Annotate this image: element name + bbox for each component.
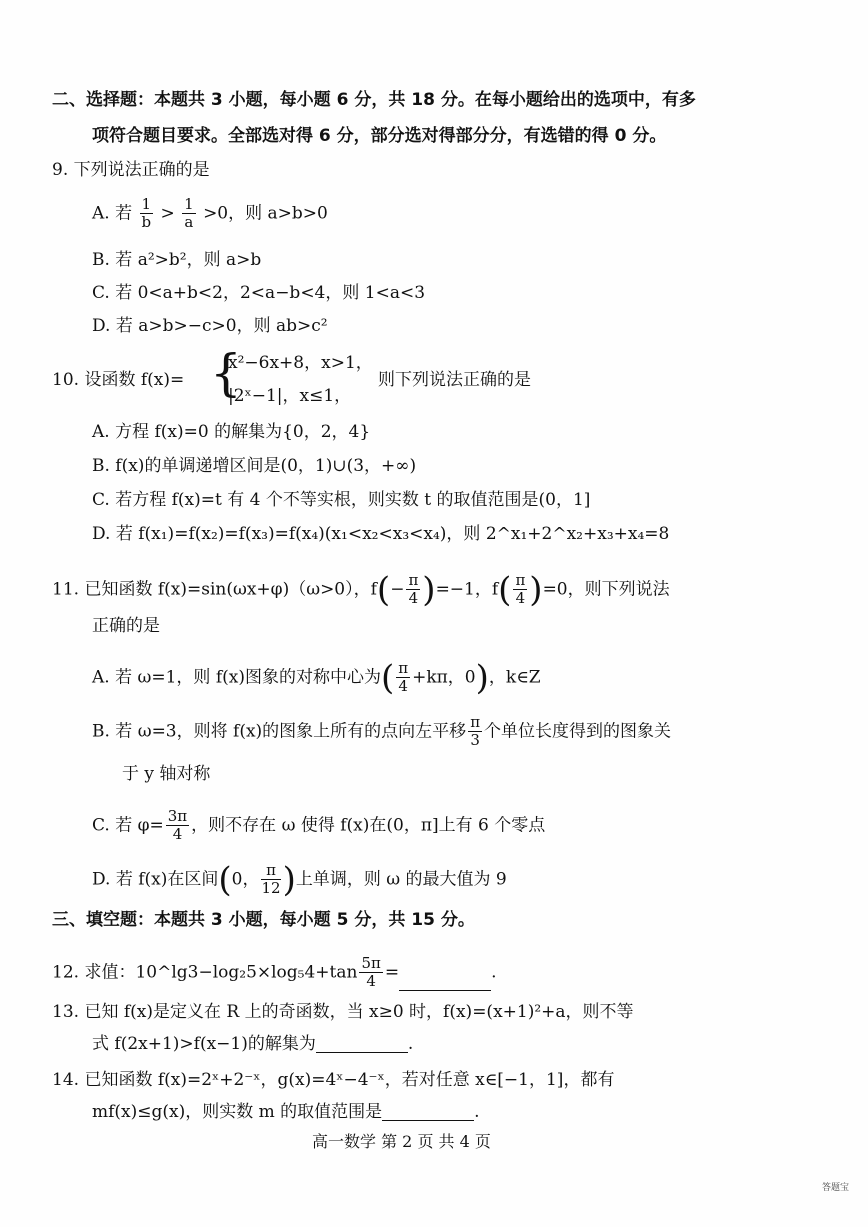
q10-option-b: B. f(x)的单调递增区间是(0，1)∪(3，+∞) — [92, 456, 417, 476]
q14-line1: 14. 已知函数 f(x)=2ˣ+2⁻ˣ，g(x)=4ˣ−4⁻ˣ，若对任意 x∈[−1，1]，都有 — [52, 1070, 615, 1090]
q9-option-b: B. 若 a²>b²，则 a>b — [92, 250, 262, 270]
q9-a-frac2: $\frac{1}{a}$ — [184, 195, 194, 232]
q11-a-suffix: ，k∈Z — [488, 667, 541, 688]
q13-line1: 13. 已知 f(x)是定义在 R 上的奇函数，当 x≥0 时，f(x)=(x+1)²+a，则不等 — [52, 1002, 634, 1022]
q11-option-b — [92, 714, 671, 750]
q13-end: . — [407, 1034, 414, 1054]
q10-prefix: 10. 设函数 f(x)= — [52, 370, 185, 390]
q12-prefix: 12. 求值：10^lg3−log₂5×log₅4+tan — [52, 962, 358, 983]
section2-header-line2: 项符合题目要求。全部选对得 6 分，部分选对得部分分，有选错的得 0 分。 — [92, 126, 667, 146]
q9-stem: 9. 下列说法正确的是 — [52, 160, 210, 180]
q13-line2 — [92, 1036, 413, 1053]
q9-option-c: C. 若 0<a+b<2，2<a−b<4，则 1<a<3 — [92, 283, 426, 303]
q9-option-a — [92, 196, 328, 232]
page-footer: 高一数学 第 2 页 共 4 页 — [312, 1132, 491, 1151]
q11-c-frac: $\frac{3\pi}{4}$ — [167, 807, 188, 844]
q11-option-d: D. 若 f(x)在区间(0， $\frac{\pi}{12}$ )上单调，则 ω 的最大值为 9 — [92, 859, 507, 900]
q11-c-prefix: C. 若 φ= — [92, 815, 164, 836]
q11-f2-frac: $\frac{\pi}{4}$ — [515, 571, 526, 608]
q11-s2: =−1，f — [435, 579, 499, 600]
q11-c-suffix: ，则不存在 ω 使得 f(x)在(0，π]上有 6 个零点 — [191, 815, 546, 836]
q14-line2-text: mf(x)≤g(x)，则实数 m 的取值范围是 — [92, 1102, 383, 1122]
q9-a-gt: > — [160, 203, 175, 224]
q11-a-prefix: A. 若 ω=1，则 f(x)图象的对称中心为 — [92, 667, 381, 688]
q11-d-mid: 0， — [231, 869, 260, 890]
q14-answer-blank[interactable] — [382, 1119, 474, 1121]
q11-s3: =0，则下列说法 — [542, 579, 670, 600]
q11-d-frac: $\frac{\pi}{12}$ — [261, 861, 281, 898]
q10-option-a: A. 方程 f(x)=0 的解集为{0，2，4} — [92, 422, 371, 442]
q10-suffix: 则下列说法正确的是 — [378, 370, 531, 390]
q11-s1: 11. 已知函数 f(x)=sin(ωx+φ)（ω>0），f — [52, 579, 377, 600]
section2-header-line1: 二、选择题：本题共 3 小题，每小题 6 分，共 18 分。在每小题给出的选项中，有多 — [52, 90, 696, 110]
q12-end: . — [491, 962, 497, 983]
q10-option-d: D. 若 f(x₁)=f(x₂)=f(x₃)=f(x₄)(x₁<x₂<x₃<x₄)，则 2^x₁+2^x₂+x₃+x₄=8 — [92, 524, 670, 544]
q11-option-c — [92, 808, 545, 844]
q12-frac: $\frac{5\pi}{4}$ — [361, 954, 381, 991]
q9-a-suffix: >0，则 a>b>0 — [203, 203, 328, 224]
q11-option-a: A. 若 ω=1，则 f(x)图象的对称中心为( $\frac{\pi}{4}$ +kπ，0)，k∈Z — [92, 657, 541, 698]
q11-b-frac: $\frac{\pi}{3}$ — [470, 713, 481, 750]
q11-option-b-line2: 于 y 轴对称 — [122, 764, 211, 784]
watermark-stamp: 答题宝 — [822, 1183, 850, 1193]
q12-suffix: = — [384, 962, 400, 983]
q11-a-frac: $\frac{\pi}{4}$ — [398, 659, 409, 696]
q11-f1-frac: $\frac{\pi}{4}$ — [408, 571, 419, 608]
q13-line2-text: 式 f(2x+1)>f(x−1)的解集为 — [92, 1034, 316, 1054]
q12 — [52, 955, 497, 991]
q11-a-mid: +kπ，0 — [412, 667, 476, 688]
q11-stem-line1: 11. 已知函数 f(x)=sin(ωx+φ)（ω>0），f(− $\frac{\pi}{4}$ )=−1，f( $\frac{\pi}{4}$ )=0，则下列说法 — [52, 569, 670, 610]
q11-b-prefix: B. 若 ω=3，则将 f(x)的图象上所有的点向左平移 — [92, 721, 467, 742]
q11-stem-line2: 正确的是 — [92, 616, 160, 636]
q14-line2 — [92, 1104, 480, 1121]
q11-d-suffix: 上单调，则 ω 的最大值为 9 — [295, 869, 507, 890]
q9-a-frac1: $\frac{1}{b}$ — [141, 195, 152, 232]
q13-answer-blank[interactable] — [316, 1051, 408, 1053]
q14-end: . — [474, 1102, 480, 1122]
section3-header: 三、填空题：本题共 3 小题，每小题 5 分，共 15 分。 — [52, 910, 475, 930]
q11-d-prefix: D. 若 f(x)在区间 — [92, 869, 219, 890]
q11-b-suffix: 个单位长度得到的图象关 — [484, 721, 672, 742]
q11-f1-sign: − — [390, 579, 405, 600]
q10-brace: { — [210, 344, 242, 402]
q10-case1: x²−6x+8，x>1， — [228, 353, 373, 373]
q10-case2: |2ˣ−1|，x≤1， — [228, 386, 352, 406]
q9-option-d: D. 若 a>b>−c>0，则 ab>c² — [92, 316, 328, 336]
q12-answer-blank[interactable] — [399, 989, 491, 991]
q9-a-prefix: A. 若 — [92, 203, 133, 224]
q10-option-c: C. 若方程 f(x)=t 有 4 个不等实根，则实数 t 的取值范围是(0，1] — [92, 490, 591, 510]
